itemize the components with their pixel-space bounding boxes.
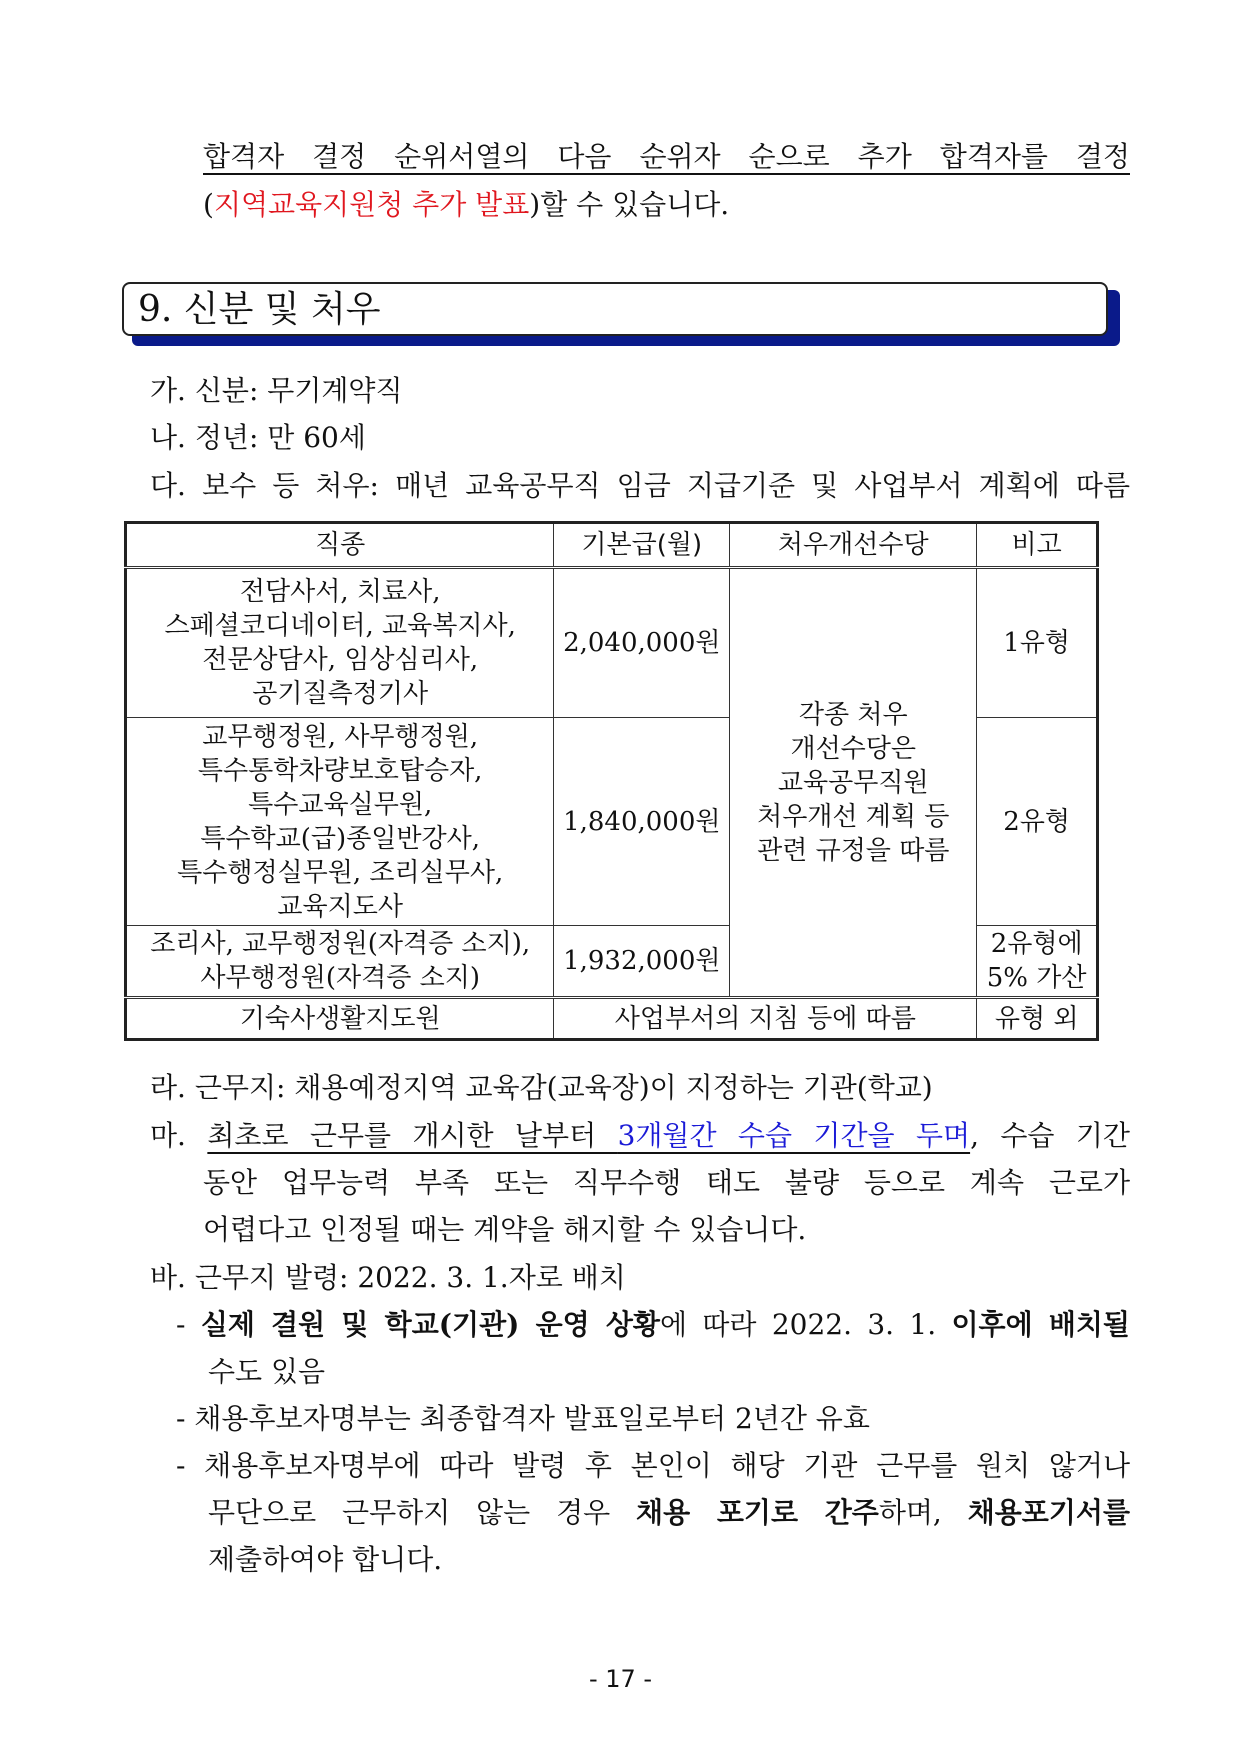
bullet-2: - 채용후보자명부는 최종합격자 발표일로부터 2년간 유효: [176, 1402, 870, 1435]
item-ma-line-3: 어렵다고 인정될 때는 계약을 해지할 수 있습니다.: [203, 1213, 807, 1246]
item-ra: 라. 근무지: 채용예정지역 교육감(교육장)이 지정하는 기관(학교): [150, 1071, 933, 1104]
header-job: 직종: [126, 523, 554, 568]
allowance-cell: [730, 568, 977, 998]
table-row: [126, 568, 1098, 718]
bullet-1-line-1: [176, 1308, 1130, 1342]
bullet-bold: 이후에 배치될: [951, 1308, 1130, 1341]
note-cell: 2유형: [977, 718, 1098, 926]
ma-rest: , 수습 기간: [970, 1119, 1130, 1152]
header-note: 비고: [977, 523, 1098, 568]
job-cell: 기숙사생활지도원: [126, 998, 554, 1040]
bullet-bold: 실제 결원 및 학교(기관) 운영 상황: [200, 1308, 660, 1341]
note-line: 2유형에: [990, 929, 1083, 959]
ma-prefix: 마.: [150, 1119, 208, 1152]
ma-underlined: [207, 1119, 970, 1152]
job-cell: [126, 926, 554, 998]
bullet-3-line-1: - 채용후보자명부에 따라 발령 후 본인이 해당 기관 근무를 원치 않거나: [176, 1449, 1130, 1482]
bullet-text: 하며,: [878, 1496, 968, 1529]
allowance-line: 개선수당은: [790, 733, 917, 764]
bullet-bold: 채용 포기로 간주: [636, 1496, 879, 1529]
intro-tail: )할 수 있습니다.: [529, 188, 730, 221]
job-cell: [126, 568, 554, 718]
dash: -: [176, 1308, 201, 1341]
pay-cell: 1,840,000원: [554, 718, 730, 926]
intro-red-text: 지역교육지원청 추가 발표: [213, 188, 530, 221]
pay-cell: 2,040,000원: [554, 568, 730, 718]
job-line: 전문상담사, 임상심리사,: [202, 645, 479, 675]
job-line: 특수교육실무원,: [248, 789, 433, 820]
item-ma-line-1: [150, 1119, 1130, 1153]
item-na: 나. 정년: 만 60세: [150, 421, 366, 454]
intro-line-1: 합격자 결정 순위서열의 다음 순위자 순으로 추가 합격자를 결정: [203, 140, 1130, 173]
allowance-line: 각종 처우: [798, 699, 908, 730]
bullet-bold: 채용포기서를: [967, 1496, 1130, 1529]
merged-cell: 사업부서의 지침 등에 따름: [554, 998, 977, 1040]
section-heading: [122, 282, 1120, 346]
header-allowance: 처우개선수당: [730, 523, 977, 568]
bullet-3-line-2: [208, 1496, 1130, 1530]
bullet-text: 에 따라 2022. 3. 1.: [659, 1308, 952, 1341]
header-pay: 기본급(월): [554, 523, 730, 568]
item-da: 다. 보수 등 처우: 매년 교육공무직 임금 지급기준 및 사업부서 계획에 따름: [150, 469, 1130, 502]
job-line: 조리사, 교무행정원(자격증 소지),: [150, 929, 531, 959]
ma-blue-text: 3개월간 수습 기간을 두며: [617, 1119, 971, 1152]
job-line: 특수행정실무원, 조리실무사,: [177, 857, 504, 888]
job-line: 공기질측정기사: [252, 679, 429, 709]
bullet-3-line-3: 제출하여야 합니다.: [208, 1543, 443, 1576]
job-line: 스페셜코디네이터, 교육복지사,: [164, 611, 516, 641]
pay-table: [124, 521, 1099, 1041]
item-ba: 바. 근무지 발령: 2022. 3. 1.자로 배치: [150, 1261, 626, 1294]
allowance-line: 관련 규정을 따름: [757, 835, 950, 866]
table-header-row: [126, 523, 1098, 568]
bullet-text: 무단으로 근무하지 않는 경우: [208, 1496, 637, 1529]
item-ma-line-2: 동안 업무능력 부족 또는 직무수행 태도 불량 등으로 계속 근로가: [203, 1166, 1130, 1199]
job-line: 교무행정원, 사무행정원,: [202, 721, 479, 752]
bullet-1-line-2: 수도 있음: [208, 1355, 326, 1388]
item-ga: 가. 신분: 무기계약직: [150, 374, 403, 407]
note-cell: [977, 926, 1098, 998]
note-line: 5% 가산: [986, 963, 1087, 993]
note-cell: 1유형: [977, 568, 1098, 718]
page-number: - 17 -: [588, 1665, 653, 1693]
job-line: 교육지도사: [277, 891, 403, 922]
job-line: 특수통학차량보호탑승자,: [197, 755, 483, 786]
allowance-line: 교육공무직원: [777, 767, 929, 798]
job-line: 사무행정원(자격증 소지): [200, 963, 481, 993]
job-line: 특수학교(급)종일반강사,: [200, 823, 481, 854]
job-line: 전담사서, 치료사,: [239, 577, 441, 607]
table-row: [126, 998, 1098, 1040]
intro-line-2: [203, 188, 729, 222]
section-title: 9. 신분 및 처우: [138, 289, 381, 330]
paren-open: (: [203, 188, 214, 221]
job-cell: [126, 718, 554, 926]
pay-cell: 1,932,000원: [554, 926, 730, 998]
ma-underline-text: 최초로 근무를 개시한 날부터: [207, 1119, 618, 1152]
allowance-line: 처우개선 계획 등: [757, 801, 950, 832]
note-cell: 유형 외: [977, 998, 1098, 1040]
